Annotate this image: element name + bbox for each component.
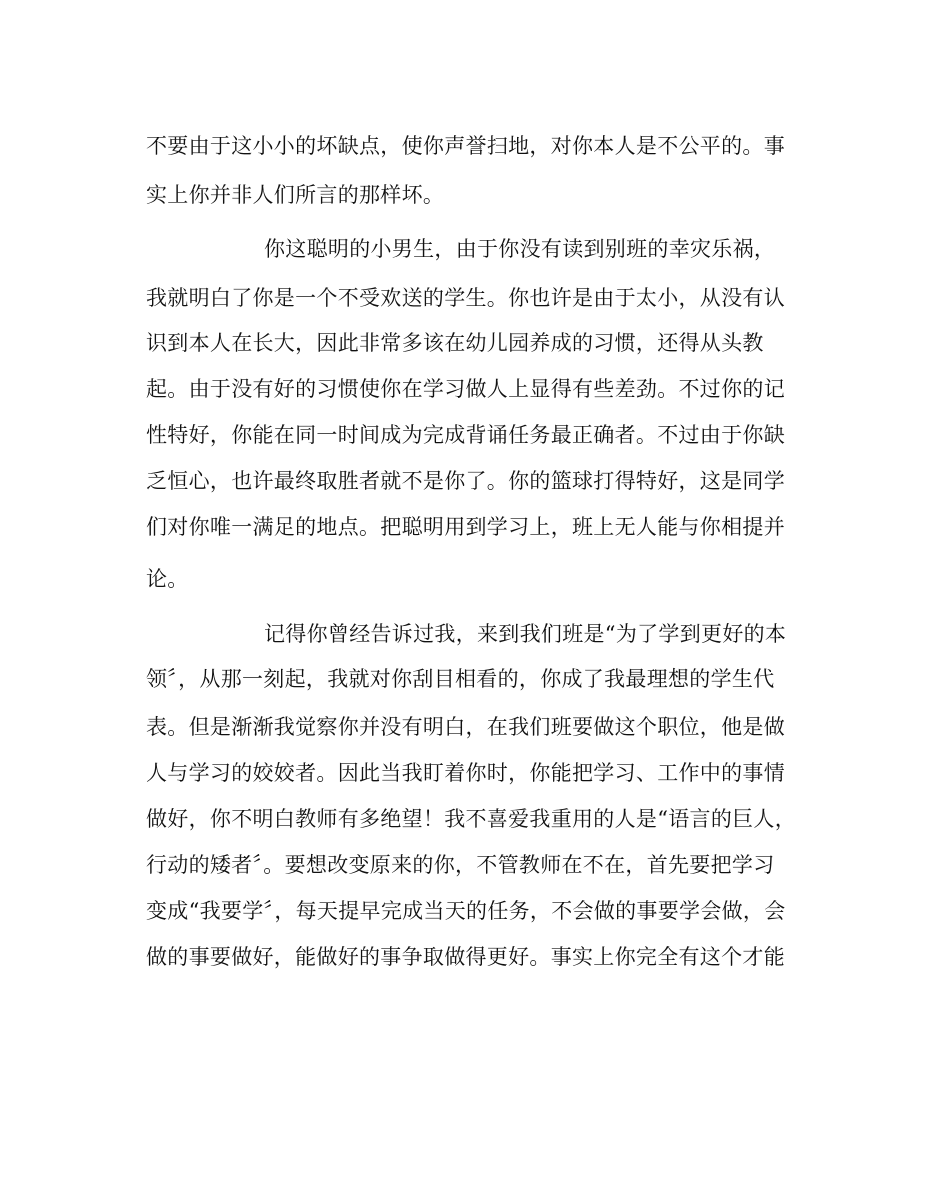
text-line: 领〞，从那一刻起，我就对你刮目相看的，你成了我最理想的学生代	[146, 667, 775, 691]
paragraph-start-line: 记得你曾经告诉过我，来到我们班是“为了学到更好的本	[264, 622, 787, 646]
text-line: 实上你并非人们所言的那样坏。	[146, 183, 445, 207]
paragraph-start-line: 你这聪明的小男生，由于你没有读到别班的幸灾乐祸，	[264, 237, 776, 261]
text-line: 识到本人在长大，因此非常多该在幼儿园养成的习惯，还得从头教	[146, 331, 764, 355]
text-line: 行动的矮者〞。要想改变原来的你，不管教师在不在，首先要把学习	[146, 853, 775, 877]
text-line: 们对你唯一满足的地点。把聪明用到学习上，班上无人能与你相提并	[146, 515, 785, 539]
text-line: 性特好，你能在同一时间成为完成背诵任务最正确者。不过由于你缺	[146, 423, 785, 447]
text-line: 起。由于没有好的习惯使你在学习做人上显得有些差劲。不过你的记	[146, 377, 785, 401]
text-line: 变成“我要学〞，每天提早完成当天的任务，不会做的事要学会做，会	[146, 899, 786, 923]
text-line: 做好，你不明白教师有多绝望！我不喜爱我重用的人是“语言的巨人，	[146, 807, 797, 831]
text-line: 人与学习的姣姣者。因此当我盯着你时，你能把学习、工作中的事情	[146, 761, 785, 785]
text-line: 论。	[146, 567, 189, 591]
text-line: 不要由于这小小的坏缺点，使你声誉扫地，对你本人是不公平的。事	[146, 134, 785, 158]
text-line: 表。但是渐渐我觉察你并没有明白，在我们班要做这个职位，他是做	[146, 715, 785, 739]
text-line: 乏恒心，也许最终取胜者就不是你了。你的篮球打得特好，这是同学	[146, 469, 785, 493]
text-line: 我就明白了你是一个不受欢送的学生。你也许是由于太小，从没有认	[146, 286, 785, 310]
text-line: 做的事要做好，能做好的事争取做得更好。事实上你完全有这个才能	[146, 945, 785, 969]
